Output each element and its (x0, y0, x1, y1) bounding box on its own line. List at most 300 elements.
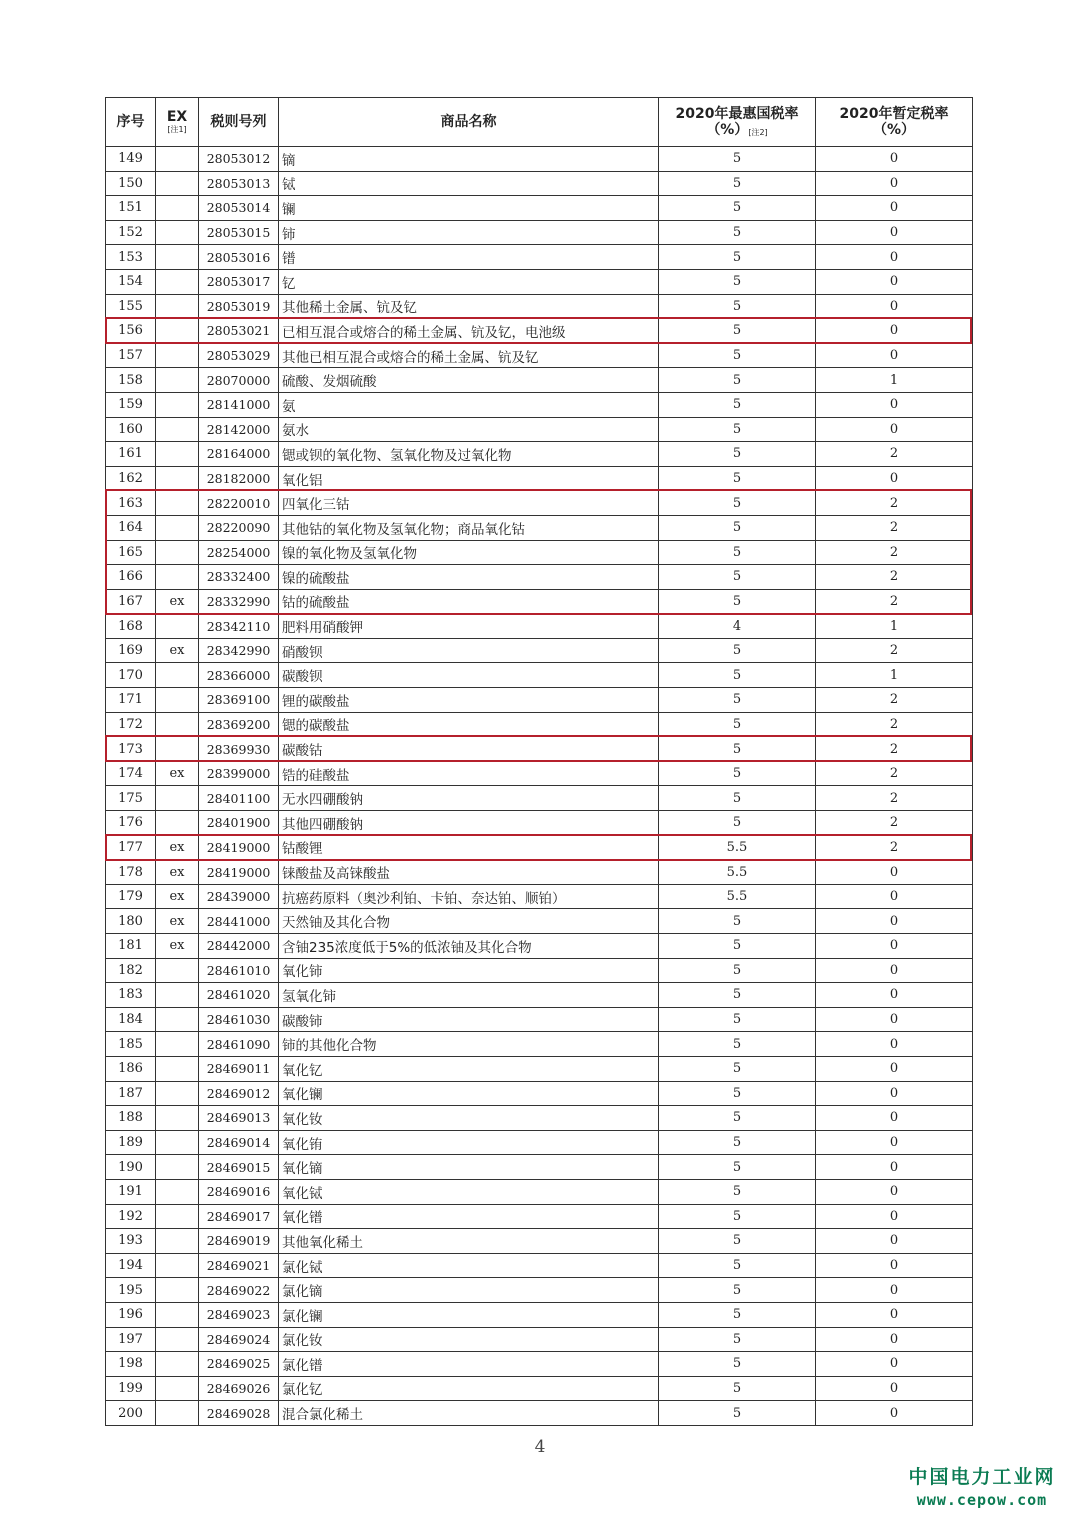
table-row (106, 934, 973, 959)
watermark-name: 中国电力工业网 (908, 1466, 1056, 1488)
cell-seq: 190 (106, 1155, 156, 1180)
cell-ex (156, 1253, 199, 1278)
cell-mfn-rate: 5 (659, 786, 816, 811)
cell-provisional-rate: 2 (816, 540, 973, 565)
cell-ex (156, 417, 199, 442)
cell-mfn-rate: 5 (659, 515, 816, 540)
cell-name: 碳酸铈 (279, 1007, 659, 1032)
table-row (106, 466, 973, 491)
cell-code: 28053021 (199, 319, 279, 344)
cell-provisional-rate: 0 (816, 1352, 973, 1377)
cell-name: 铽 (279, 171, 659, 196)
cell-name: 镨 (279, 245, 659, 270)
cell-name: 钇 (279, 269, 659, 294)
cell-code: 28332990 (199, 589, 279, 614)
cell-provisional-rate: 1 (816, 614, 973, 639)
table-row (106, 1302, 973, 1327)
cell-name: 氯化镧 (279, 1302, 659, 1327)
table-row (106, 909, 973, 934)
table-header-row (106, 98, 973, 147)
cell-mfn-rate: 5 (659, 1327, 816, 1352)
cell-code: 28469023 (199, 1302, 279, 1327)
cell-name: 氯化钕 (279, 1327, 659, 1352)
header-mfn-line2: （%） (706, 122, 749, 138)
cell-code: 28469021 (199, 1253, 279, 1278)
cell-name: 碳酸钴 (279, 737, 659, 762)
cell-ex (156, 712, 199, 737)
cell-mfn-rate: 5 (659, 934, 816, 959)
cell-name: 氧化镨 (279, 1204, 659, 1229)
cell-code: 28469013 (199, 1106, 279, 1131)
cell-code: 28053016 (199, 245, 279, 270)
header-code: 税则号列 (199, 98, 279, 147)
cell-code: 28053017 (199, 269, 279, 294)
cell-code: 28342990 (199, 638, 279, 663)
cell-code: 28469011 (199, 1056, 279, 1081)
cell-mfn-rate: 5 (659, 1081, 816, 1106)
table-row (106, 1401, 973, 1426)
cell-name: 碳酸钡 (279, 663, 659, 688)
cell-mfn-rate: 5 (659, 343, 816, 368)
cell-name: 其他四硼酸钠 (279, 811, 659, 836)
cell-code: 28220010 (199, 491, 279, 516)
cell-code: 28369100 (199, 688, 279, 713)
cell-name: 氯化镝 (279, 1278, 659, 1303)
cell-provisional-rate: 2 (816, 565, 973, 590)
cell-provisional-rate: 0 (816, 958, 973, 983)
table-row (106, 1229, 973, 1254)
table-row (106, 442, 973, 467)
table-row (106, 1007, 973, 1032)
cell-provisional-rate: 0 (816, 1106, 973, 1131)
cell-mfn-rate: 5.5 (659, 835, 816, 860)
cell-provisional-rate: 0 (816, 1032, 973, 1057)
cell-name: 氧化镝 (279, 1155, 659, 1180)
cell-seq: 166 (106, 565, 156, 590)
cell-name: 镧 (279, 196, 659, 221)
cell-code: 28399000 (199, 761, 279, 786)
cell-provisional-rate: 0 (816, 147, 973, 172)
cell-code: 28419000 (199, 835, 279, 860)
cell-name: 混合氯化稀土 (279, 1401, 659, 1426)
cell-seq: 197 (106, 1327, 156, 1352)
cell-ex (156, 294, 199, 319)
cell-code: 28469014 (199, 1130, 279, 1155)
header-ex-note: [注1] (167, 125, 187, 134)
cell-seq: 154 (106, 269, 156, 294)
cell-mfn-rate: 5 (659, 1056, 816, 1081)
table-row (106, 1106, 973, 1131)
cell-name: 镍的硫酸盐 (279, 565, 659, 590)
cell-code: 28461030 (199, 1007, 279, 1032)
cell-code: 28469017 (199, 1204, 279, 1229)
cell-provisional-rate: 0 (816, 171, 973, 196)
cell-provisional-rate: 2 (816, 737, 973, 762)
cell-name: 其他钴的氧化物及氢氧化物；商品氧化钴 (279, 515, 659, 540)
cell-provisional-rate: 0 (816, 909, 973, 934)
cell-name: 锶的碳酸盐 (279, 712, 659, 737)
header-seq: 序号 (106, 98, 156, 147)
cell-mfn-rate: 5 (659, 1007, 816, 1032)
header-mfn-rate (659, 98, 816, 147)
cell-ex (156, 1056, 199, 1081)
table-row (106, 811, 973, 836)
cell-name: 氧化铝 (279, 466, 659, 491)
cell-seq: 185 (106, 1032, 156, 1057)
cell-seq: 167 (106, 589, 156, 614)
cell-provisional-rate: 0 (816, 1327, 973, 1352)
table-row (106, 269, 973, 294)
cell-code: 28053014 (199, 196, 279, 221)
cell-ex (156, 1204, 199, 1229)
cell-seq: 150 (106, 171, 156, 196)
header-provisional-rate (816, 98, 973, 147)
table-row (106, 245, 973, 270)
cell-ex: ex (156, 909, 199, 934)
cell-seq: 170 (106, 663, 156, 688)
cell-seq: 156 (106, 319, 156, 344)
cell-seq: 174 (106, 761, 156, 786)
table-row (106, 171, 973, 196)
cell-provisional-rate: 0 (816, 1056, 973, 1081)
table-row (106, 540, 973, 565)
table-row (106, 1204, 973, 1229)
cell-code: 28254000 (199, 540, 279, 565)
table-row (106, 786, 973, 811)
cell-ex (156, 688, 199, 713)
cell-ex: ex (156, 860, 199, 885)
cell-provisional-rate: 2 (816, 786, 973, 811)
cell-name: 硫酸、发烟硫酸 (279, 368, 659, 393)
cell-name: 氨 (279, 392, 659, 417)
cell-provisional-rate: 0 (816, 1278, 973, 1303)
cell-ex (156, 515, 199, 540)
cell-seq: 157 (106, 343, 156, 368)
cell-seq: 200 (106, 1401, 156, 1426)
cell-code: 28220090 (199, 515, 279, 540)
cell-mfn-rate: 5 (659, 761, 816, 786)
cell-provisional-rate: 0 (816, 196, 973, 221)
cell-ex (156, 1032, 199, 1057)
table-row (106, 294, 973, 319)
cell-ex (156, 1376, 199, 1401)
cell-code: 28369200 (199, 712, 279, 737)
cell-name: 氧化铈 (279, 958, 659, 983)
cell-ex (156, 663, 199, 688)
cell-code: 28053019 (199, 294, 279, 319)
table-row (106, 220, 973, 245)
cell-mfn-rate: 5 (659, 983, 816, 1008)
cell-code: 28469022 (199, 1278, 279, 1303)
cell-name: 无水四硼酸钠 (279, 786, 659, 811)
cell-mfn-rate: 5 (659, 712, 816, 737)
cell-code: 28141000 (199, 392, 279, 417)
cell-mfn-rate: 5 (659, 638, 816, 663)
cell-ex (156, 1130, 199, 1155)
table-body (106, 147, 973, 1426)
cell-ex (156, 1229, 199, 1254)
cell-mfn-rate: 5 (659, 1253, 816, 1278)
cell-mfn-rate: 5 (659, 319, 816, 344)
cell-seq: 149 (106, 147, 156, 172)
table-row (106, 1155, 973, 1180)
cell-name: 氯化镨 (279, 1352, 659, 1377)
table-row (106, 147, 973, 172)
cell-provisional-rate: 0 (816, 884, 973, 909)
cell-mfn-rate: 5 (659, 1278, 816, 1303)
cell-mfn-rate: 5 (659, 663, 816, 688)
cell-mfn-rate: 5 (659, 392, 816, 417)
header-mfn-note: [注2] (748, 128, 768, 137)
table-row (106, 663, 973, 688)
cell-ex (156, 811, 199, 836)
cell-seq: 191 (106, 1179, 156, 1204)
cell-name: 镝 (279, 147, 659, 172)
cell-ex (156, 614, 199, 639)
cell-mfn-rate: 5 (659, 1032, 816, 1057)
cell-name: 锶或钡的氧化物、氢氧化物及过氧化物 (279, 442, 659, 467)
cell-ex (156, 220, 199, 245)
cell-code: 28142000 (199, 417, 279, 442)
cell-provisional-rate: 0 (816, 245, 973, 270)
table-row (106, 368, 973, 393)
cell-code: 28164000 (199, 442, 279, 467)
cell-name: 锂的碳酸盐 (279, 688, 659, 713)
watermark-url: www.cepow.com (916, 1491, 1048, 1509)
cell-seq: 177 (106, 835, 156, 860)
cell-provisional-rate: 0 (816, 466, 973, 491)
cell-seq: 163 (106, 491, 156, 516)
cell-code: 28401900 (199, 811, 279, 836)
cell-code: 28469028 (199, 1401, 279, 1426)
table-row (106, 860, 973, 885)
cell-provisional-rate: 0 (816, 220, 973, 245)
cell-seq: 155 (106, 294, 156, 319)
cell-ex (156, 171, 199, 196)
cell-code: 28053012 (199, 147, 279, 172)
table-row (106, 737, 973, 762)
table-row (106, 565, 973, 590)
cell-code: 28070000 (199, 368, 279, 393)
cell-mfn-rate: 5 (659, 1155, 816, 1180)
cell-code: 28419000 (199, 860, 279, 885)
cell-ex (156, 1007, 199, 1032)
cell-mfn-rate: 5 (659, 589, 816, 614)
cell-name: 氯化钇 (279, 1376, 659, 1401)
cell-name: 硝酸钡 (279, 638, 659, 663)
cell-mfn-rate: 5 (659, 1352, 816, 1377)
header-prov-line2: （%） (872, 122, 916, 138)
cell-code: 28461020 (199, 983, 279, 1008)
cell-seq: 182 (106, 958, 156, 983)
cell-mfn-rate: 5 (659, 737, 816, 762)
cell-seq: 151 (106, 196, 156, 221)
cell-seq: 184 (106, 1007, 156, 1032)
cell-provisional-rate: 0 (816, 1401, 973, 1426)
header-ex-label: EX (166, 109, 188, 125)
cell-ex: ex (156, 884, 199, 909)
cell-seq: 178 (106, 860, 156, 885)
cell-name: 氧化铽 (279, 1179, 659, 1204)
cell-ex (156, 1081, 199, 1106)
cell-seq: 192 (106, 1204, 156, 1229)
cell-seq: 194 (106, 1253, 156, 1278)
cell-code: 28369930 (199, 737, 279, 762)
table-row (106, 1081, 973, 1106)
cell-seq: 183 (106, 983, 156, 1008)
cell-ex (156, 269, 199, 294)
cell-seq: 176 (106, 811, 156, 836)
cell-mfn-rate: 5 (659, 1376, 816, 1401)
cell-provisional-rate: 2 (816, 491, 973, 516)
cell-code: 28441000 (199, 909, 279, 934)
cell-provisional-rate: 2 (816, 442, 973, 467)
cell-ex: ex (156, 835, 199, 860)
table-row (106, 491, 973, 516)
cell-ex (156, 1278, 199, 1303)
cell-mfn-rate: 5 (659, 565, 816, 590)
cell-seq: 164 (106, 515, 156, 540)
cell-code: 28461090 (199, 1032, 279, 1057)
cell-provisional-rate: 2 (816, 589, 973, 614)
cell-seq: 160 (106, 417, 156, 442)
cell-name: 铈的其他化合物 (279, 1032, 659, 1057)
cell-code: 28366000 (199, 663, 279, 688)
cell-code: 28469012 (199, 1081, 279, 1106)
table-row (106, 417, 973, 442)
table-row (106, 712, 973, 737)
cell-ex (156, 392, 199, 417)
cell-provisional-rate: 1 (816, 368, 973, 393)
cell-ex: ex (156, 934, 199, 959)
cell-name: 已相互混合或熔合的稀土金属、钪及钇，电池级 (279, 319, 659, 344)
table-row (106, 1253, 973, 1278)
cell-ex (156, 491, 199, 516)
cell-seq: 195 (106, 1278, 156, 1303)
cell-ex (156, 368, 199, 393)
table-row (106, 1376, 973, 1401)
cell-code: 28401100 (199, 786, 279, 811)
cell-provisional-rate: 0 (816, 392, 973, 417)
cell-provisional-rate: 2 (816, 712, 973, 737)
table-row (106, 983, 973, 1008)
cell-mfn-rate: 5 (659, 1229, 816, 1254)
table-row (106, 958, 973, 983)
cell-provisional-rate: 2 (816, 515, 973, 540)
cell-seq: 161 (106, 442, 156, 467)
table-row (106, 1032, 973, 1057)
cell-name: 锆的硅酸盐 (279, 761, 659, 786)
table-row (106, 196, 973, 221)
cell-name: 抗癌药原料（奥沙利铂、卡铂、奈达铂、顺铂） (279, 884, 659, 909)
cell-provisional-rate: 2 (816, 811, 973, 836)
cell-name: 钴的硫酸盐 (279, 589, 659, 614)
cell-mfn-rate: 5 (659, 294, 816, 319)
cell-provisional-rate: 0 (816, 417, 973, 442)
table-row (106, 1130, 973, 1155)
table-row (106, 1327, 973, 1352)
cell-name: 铼酸盐及高铼酸盐 (279, 860, 659, 885)
cell-name: 氧化钕 (279, 1106, 659, 1131)
cell-mfn-rate: 4 (659, 614, 816, 639)
cell-mfn-rate: 5 (659, 442, 816, 467)
cell-seq: 198 (106, 1352, 156, 1377)
cell-mfn-rate: 5 (659, 171, 816, 196)
cell-mfn-rate: 5 (659, 1130, 816, 1155)
cell-provisional-rate: 0 (816, 294, 973, 319)
cell-ex (156, 958, 199, 983)
cell-name: 含铀235浓度低于5%的低浓铀及其化合物 (279, 934, 659, 959)
cell-mfn-rate: 5 (659, 417, 816, 442)
cell-provisional-rate: 0 (816, 1376, 973, 1401)
cell-name: 其他氧化稀土 (279, 1229, 659, 1254)
table-row (106, 1179, 973, 1204)
header-ex (156, 98, 199, 147)
table-row (106, 1278, 973, 1303)
table-row (106, 343, 973, 368)
header-prov-line1: 2020年暂定税率 (839, 106, 949, 122)
header-name: 商品名称 (279, 98, 659, 147)
cell-ex (156, 1179, 199, 1204)
cell-name: 钴酸锂 (279, 835, 659, 860)
cell-ex (156, 147, 199, 172)
cell-code: 28439000 (199, 884, 279, 909)
table-row (106, 589, 973, 614)
cell-code: 28332400 (199, 565, 279, 590)
cell-name: 氢氧化铈 (279, 983, 659, 1008)
cell-code: 28469026 (199, 1376, 279, 1401)
cell-ex (156, 466, 199, 491)
cell-code: 28442000 (199, 934, 279, 959)
cell-mfn-rate: 5 (659, 491, 816, 516)
cell-ex (156, 565, 199, 590)
cell-mfn-rate: 5 (659, 1179, 816, 1204)
cell-mfn-rate: 5.5 (659, 860, 816, 885)
cell-ex (156, 196, 199, 221)
watermark (896, 1462, 1068, 1509)
cell-code: 28469024 (199, 1327, 279, 1352)
cell-provisional-rate: 0 (816, 860, 973, 885)
cell-provisional-rate: 1 (816, 663, 973, 688)
tariff-table (105, 97, 973, 1426)
cell-ex (156, 983, 199, 1008)
cell-provisional-rate: 0 (816, 1253, 973, 1278)
cell-code: 28469025 (199, 1352, 279, 1377)
cell-name: 氧化镧 (279, 1081, 659, 1106)
cell-code: 28053029 (199, 343, 279, 368)
cell-code: 28342110 (199, 614, 279, 639)
cell-provisional-rate: 0 (816, 1081, 973, 1106)
cell-code: 28469019 (199, 1229, 279, 1254)
cell-provisional-rate: 0 (816, 1007, 973, 1032)
table-row (106, 515, 973, 540)
cell-provisional-rate: 0 (816, 343, 973, 368)
cell-name: 镍的氧化物及氢氧化物 (279, 540, 659, 565)
cell-name: 氧化铕 (279, 1130, 659, 1155)
cell-ex (156, 1302, 199, 1327)
cell-mfn-rate: 5 (659, 1401, 816, 1426)
cell-code: 28053015 (199, 220, 279, 245)
cell-seq: 193 (106, 1229, 156, 1254)
cell-name: 氯化铽 (279, 1253, 659, 1278)
cell-name: 四氧化三钴 (279, 491, 659, 516)
cell-mfn-rate: 5 (659, 196, 816, 221)
cell-code: 28461010 (199, 958, 279, 983)
cell-mfn-rate: 5 (659, 540, 816, 565)
cell-seq: 175 (106, 786, 156, 811)
cell-mfn-rate: 5 (659, 1106, 816, 1131)
cell-mfn-rate: 5 (659, 220, 816, 245)
